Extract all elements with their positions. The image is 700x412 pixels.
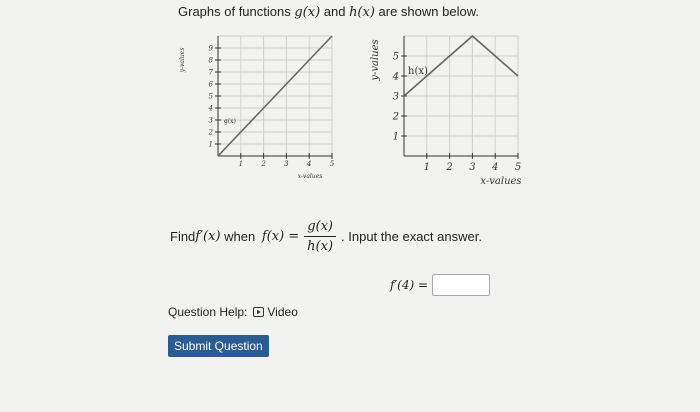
find-fprime: f′(x) — [195, 229, 221, 244]
question-title — [178, 4, 479, 20]
answer-label: f′(4) = — [390, 278, 429, 292]
answer-input[interactable] — [432, 274, 490, 296]
x-tick-label: 3 — [284, 160, 289, 168]
find-instruction — [170, 219, 482, 254]
series-label: h(x) — [408, 66, 428, 77]
fraction — [304, 219, 336, 254]
help-label: Question Help: — [168, 305, 248, 319]
x-tick-label: 4 — [492, 162, 499, 173]
find-suffix: . Input the exact answer. — [341, 229, 482, 244]
x-tick-label: 1 — [423, 162, 430, 173]
y-tick-label: 4 — [392, 71, 399, 83]
x-tick-label: 1 — [238, 160, 244, 168]
title-and: and — [320, 4, 350, 19]
y-tick-label: 1 — [208, 140, 213, 149]
y-tick-label: 8 — [208, 56, 213, 65]
y-axis-label: y-values — [179, 47, 186, 73]
x-tick-label: 5 — [514, 162, 522, 173]
x-tick-label: 2 — [261, 160, 266, 168]
y-tick-label: 7 — [208, 68, 213, 77]
y-tick-label: 5 — [208, 92, 213, 101]
answer-row — [390, 274, 490, 296]
title-h: h(x) — [349, 5, 375, 20]
title-g: g(x) — [294, 5, 321, 20]
find-prefix: Find — [170, 229, 196, 244]
series-label: g(x) — [224, 118, 236, 125]
y-tick-label: 2 — [392, 111, 399, 123]
y-tick-label: 5 — [392, 51, 399, 63]
find-f: f(x) = — [261, 229, 300, 244]
x-tick-label: 2 — [446, 162, 453, 173]
submit-question-button[interactable]: Submit Question — [168, 335, 269, 357]
graph-g-svg — [172, 30, 342, 190]
title-suffix: are shown below. — [374, 4, 479, 19]
x-axis-label: x-values — [480, 176, 522, 187]
graph-g — [172, 30, 342, 190]
x-tick-label: 4 — [306, 160, 312, 168]
y-tick-label: 2 — [208, 128, 213, 137]
video-link[interactable] — [253, 305, 297, 319]
y-tick-label: 1 — [392, 131, 399, 143]
title-prefix: Graphs of functions — [178, 4, 295, 19]
find-when: when — [220, 229, 259, 244]
x-tick-label: 3 — [469, 162, 476, 173]
fraction-denominator: h(x) — [307, 239, 334, 254]
x-tick-label: 5 — [329, 160, 335, 168]
fraction-numerator: g(x) — [304, 219, 336, 237]
graph-h — [368, 30, 538, 190]
y-tick-label: 3 — [208, 116, 213, 125]
y-tick-label: 9 — [208, 44, 213, 53]
play-icon — [253, 307, 264, 317]
video-label: Video — [267, 305, 298, 319]
x-axis-label: x-values — [297, 173, 323, 180]
question-help — [168, 305, 298, 319]
y-tick-label: 3 — [392, 91, 399, 103]
graph-h-svg — [368, 30, 538, 190]
y-axis-label: y-values — [370, 39, 381, 81]
y-tick-label: 4 — [208, 104, 213, 113]
y-tick-label: 6 — [208, 80, 213, 89]
